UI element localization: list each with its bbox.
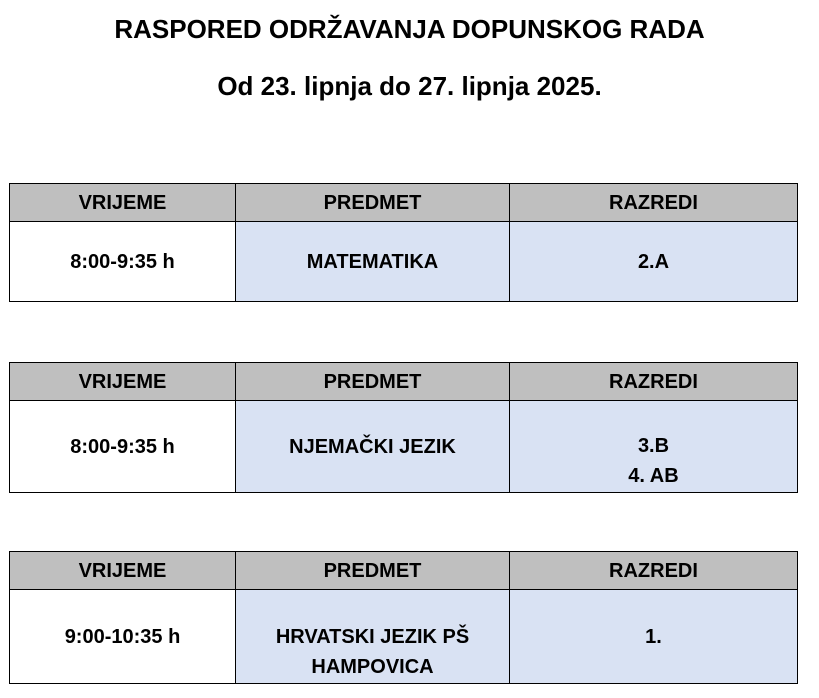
subject-cell: NJEMAČKI JEZIK — [236, 401, 510, 493]
subject-line: HAMPOVICA — [311, 656, 434, 678]
classes-cell — [510, 590, 798, 684]
header-row — [10, 363, 798, 401]
class-item: 3.B — [637, 435, 670, 457]
header-row — [10, 552, 798, 590]
class-item: 2.A — [637, 250, 670, 273]
table-row — [10, 590, 798, 684]
class-item: 4. AB — [628, 465, 679, 487]
classes-cell — [510, 222, 798, 302]
schedule-table-3 — [9, 551, 798, 684]
subject-cell: MATEMATIKA — [236, 222, 510, 302]
time-cell: 8:00-9:35 h — [10, 401, 236, 493]
header-row — [10, 184, 798, 222]
table-row — [10, 222, 798, 302]
classes-cell — [510, 401, 798, 493]
time-cell: 9:00-10:35 h — [10, 590, 236, 684]
header-classes: RAZREDI — [510, 552, 798, 590]
page-subtitle: Od 23. lipnja do 27. lipnja 2025. — [217, 71, 602, 101]
schedule-table-1 — [9, 183, 798, 302]
header-subject: PREDMET — [236, 363, 510, 401]
header-time: VRIJEME — [10, 552, 236, 590]
header-subject: PREDMET — [236, 184, 510, 222]
header-time: VRIJEME — [10, 184, 236, 222]
schedule-table-2 — [9, 362, 798, 493]
header-time: VRIJEME — [10, 363, 236, 401]
class-item: 1. — [645, 625, 662, 648]
table-row — [10, 401, 798, 493]
subject-cell — [236, 590, 510, 684]
subject-line: HRVATSKI JEZIK PŠ — [275, 626, 470, 648]
page-title: RASPORED ODRŽAVANJA DOPUNSKOG RADA — [114, 14, 705, 44]
header-classes: RAZREDI — [510, 363, 798, 401]
header-classes: RAZREDI — [510, 184, 798, 222]
header-subject: PREDMET — [236, 552, 510, 590]
time-cell: 8:00-9:35 h — [10, 222, 236, 302]
